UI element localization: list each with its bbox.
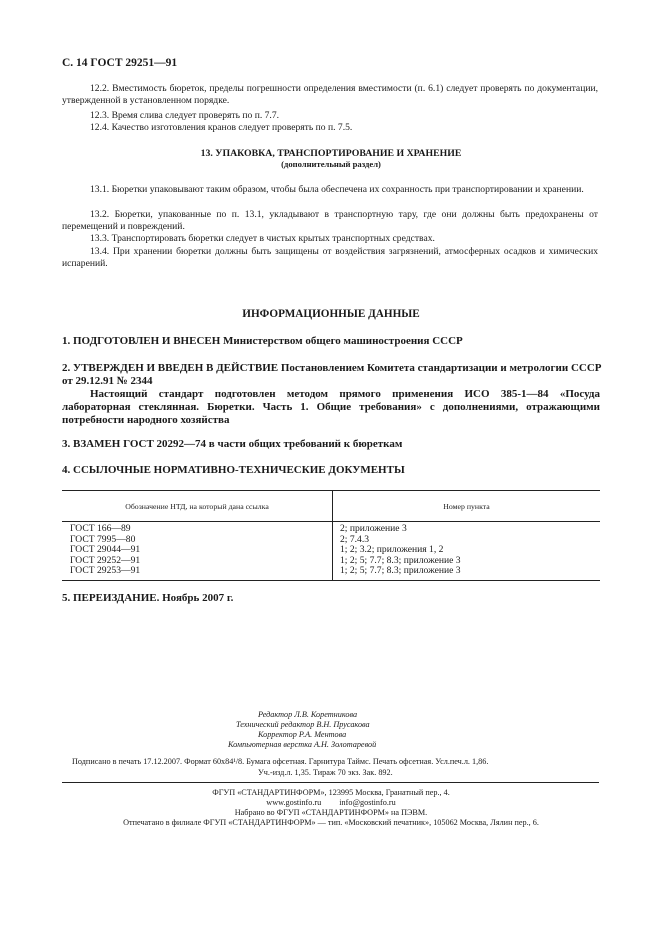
table-header-row bbox=[62, 491, 600, 522]
typeset-info: Набрано во ФГУП «СТАНДАРТИНФОРМ» на ПЭВМ. bbox=[234, 808, 428, 817]
table-cell-clauses bbox=[333, 522, 601, 581]
info-item-1: 1. ПОДГОТОВЛЕН И ВНЕСЕН Министерством общего машиностроения СССР bbox=[62, 335, 463, 347]
info-item-3: 3. ВЗАМЕН ГОСТ 20292—74 в части общих требований к бюреткам bbox=[62, 438, 403, 450]
info-item-4: 4. ССЫЛОЧНЫЕ НОРМАТИВНО-ТЕХНИЧЕСКИЕ ДОКУМЕНТЫ bbox=[62, 464, 405, 476]
clause-5: 1; 2; 5; 7.7; 8.3; приложение 3 bbox=[340, 565, 461, 576]
clause-1: 2; приложение 3 bbox=[340, 523, 407, 534]
table-cell-ntd bbox=[62, 522, 333, 581]
paragraph-13-2: 13.2. Бюретки, упакованные по п. 13.1, укладывают в транспортную тару, где они должны быть предохранены от перемещений и повреждений. bbox=[62, 209, 598, 232]
references-table bbox=[62, 490, 600, 581]
paragraph-13-3: 13.3. Транспортировать бюретки следует в чистых крытых транспортных средствах. bbox=[90, 233, 435, 244]
info-item-2-note: Настоящий стандарт подготовлен методом прямого применения ИСО 385-1—84 «Посуда лабораторная стеклянная. Бюретки. Часть 1. Общие требования» с дополнениями, отражающими потребности народного хозяйства bbox=[62, 388, 600, 426]
paragraph-13-4: 13.4. При хранении бюретки должны быть защищены от воздействия загрязнений, атмосферных осадков и химических испарений. bbox=[62, 246, 598, 269]
info-item-5: 5. ПЕРЕИЗДАНИЕ. Ноябрь 2007 г. bbox=[62, 592, 234, 604]
credits bbox=[228, 710, 377, 750]
section-13-title: 13. УПАКОВКА, ТРАНСПОРТИРОВАНИЕ И ХРАНЕНИЕ bbox=[200, 148, 462, 159]
info-item-2: 2. УТВЕРЖДЕН И ВВЕДЕН В ДЕЙСТВИЕ Постановлением Комитета стандартизации и метрологии СССР от 29.12.91 № 2344 bbox=[62, 362, 602, 387]
table-header-clause: Номер пункта bbox=[333, 491, 601, 522]
ntd-3: ГОСТ 29044—91 bbox=[70, 544, 141, 555]
info-title: ИНФОРМАЦИОННЫЕ ДАННЫЕ bbox=[242, 308, 420, 320]
credit-editor: Редактор Л.В. Коретникова bbox=[258, 710, 358, 719]
divider bbox=[62, 782, 599, 783]
section-13-subtitle: (дополнительный раздел) bbox=[281, 159, 381, 169]
imprint-print-data-2: Уч.-изд.л. 1,35. Тираж 70 экз. Зак. 892. bbox=[258, 768, 393, 777]
clause-2: 2; 7.4.3 bbox=[340, 533, 370, 545]
clause-4: 1; 2; 5; 7.7; 8.3; приложение 3 bbox=[340, 554, 461, 566]
printed-info: Отпечатано в филиале ФГУП «СТАНДАРТИНФОРМ» — тип. «Московский печатник», 105062 Москва, Лялин пер., 6. bbox=[123, 818, 539, 827]
publisher-web: www.gostinfo.ru info@gostinfo.ru bbox=[266, 798, 396, 807]
clause-3: 1; 2; 3.2; приложения 1, 2 bbox=[340, 544, 444, 555]
publisher-address: ФГУП «СТАНДАРТИНФОРМ», 123995 Москва, Гранатный пер., 4. bbox=[212, 788, 450, 797]
ntd-2: ГОСТ 7995—80 bbox=[70, 533, 136, 545]
paragraph-12-2: 12.2. Вместимость бюреток, пределы погрешности определения вместимости (п. 6.1) следует проверять по документации, утвержденной в установленном порядке. bbox=[62, 83, 598, 106]
paragraph-12-4: 12.4. Качество изготовления кранов следует проверять по п. 7.5. bbox=[90, 122, 353, 133]
credit-corrector: Корректор Р.А. Ментова bbox=[258, 730, 347, 739]
ntd-4: ГОСТ 29252—91 bbox=[70, 554, 141, 566]
imprint-print-data: Подписано в печать 17.12.2007. Формат 60х84¹/8. Бумага офсетная. Гарнитура Таймс. Печать офсетная. Усл.печ.л. 1,86. bbox=[72, 757, 489, 766]
table-row bbox=[62, 522, 600, 581]
paragraph-13-1: 13.1. Бюретки упаковывают таким образом, чтобы была обеспечена их сохранность при транспортировании и хранении. bbox=[90, 184, 584, 195]
credit-tech-editor: Технический редактор В.Н. Прусакова bbox=[236, 720, 370, 729]
table-header-ntd: Обозначение НТД, на который дана ссылка bbox=[62, 491, 333, 522]
ntd-5: ГОСТ 29253—91 bbox=[70, 565, 141, 576]
page-header: С. 14 ГОСТ 29251—91 bbox=[62, 57, 178, 69]
ntd-1: ГОСТ 166—89 bbox=[70, 523, 131, 534]
paragraph-12-3: 12.3. Время слива следует проверять по п. 7.7. bbox=[90, 110, 280, 121]
credit-layout: Компьютерная верстка А.Н. Золотаревой bbox=[228, 740, 377, 749]
